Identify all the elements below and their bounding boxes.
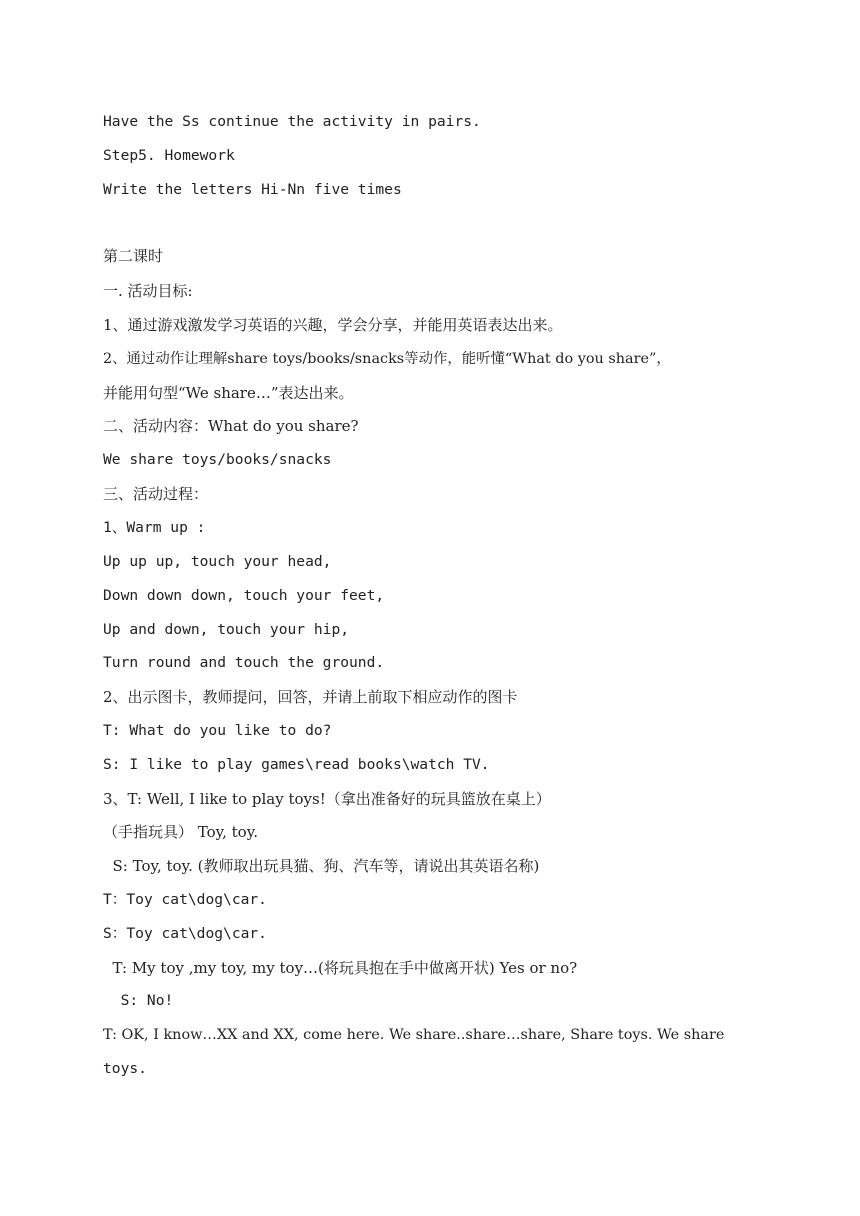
- warm-up-heading: 1、Warm up :: [103, 519, 206, 536]
- chant-line-two: Down down down, touch your feet,: [103, 587, 385, 604]
- lesson-two-heading: 第二课时: [103, 247, 164, 265]
- teacher-question-line: T: What do you like to do?: [103, 722, 332, 739]
- point-to-toys-line: （手指玩具） Toy, toy.: [103, 823, 258, 841]
- activity-content-line: We share toys/books/snacks: [103, 451, 332, 468]
- objective-two-continuation: 并能用句型“We share…”表达出来。: [103, 384, 354, 402]
- text-line-homework-task: Write the letters Hi-Nn five times: [103, 181, 402, 198]
- teacher-toy-names-line: T：Toy cat\dog\car.: [103, 891, 267, 908]
- teacher-share-line: T: OK, I know…XX and XX, come here. We share..share…share, Share toys. We share: [103, 1027, 725, 1043]
- step-three-line: 3、T: Well, I like to play toys!（拿出准备好的玩具篮放在桌上）: [103, 790, 551, 808]
- objective-two-line: 2、通过动作让理解share toys/books/snacks等动作，能听懂“What do you share”，: [103, 351, 671, 367]
- student-answer-line: S: I like to play games\read books\watch TV.: [103, 756, 490, 773]
- text-line-step5-heading: Step5. Homework: [103, 147, 235, 164]
- chant-line-one: Up up up, touch your head,: [103, 553, 332, 570]
- step-two-line: 2、出示图卡，教师提问，回答，并请上前取下相应动作的图卡: [103, 688, 518, 706]
- section-two-heading: 二、活动内容：What do you share?: [103, 417, 359, 435]
- teacher-share-line-continuation: toys.: [103, 1060, 147, 1077]
- section-one-heading: 一. 活动目标:: [103, 282, 193, 300]
- teacher-my-toy-line: T: My toy ,my toy, my toy…(将玩具抱在手中做离开状) Yes or no?: [103, 959, 578, 977]
- chant-line-three: Up and down, touch your hip,: [103, 621, 350, 638]
- objective-one-line: 1、通过游戏激发学习英语的兴趣，学会分享，并能用英语表达出来。: [103, 316, 563, 334]
- student-toy-line: S: Toy, toy. (教师取出玩具猫、狗、汽车等，请说出其英语名称): [103, 857, 540, 875]
- section-three-heading: 三、活动过程：: [103, 485, 209, 503]
- chant-line-four: Turn round and touch the ground.: [103, 654, 385, 671]
- student-toy-names-line: S：Toy cat\dog\car.: [103, 925, 267, 942]
- student-no-line: S: No!: [103, 992, 174, 1009]
- text-line-continue-activity: Have the Ss continue the activity in pairs.: [103, 113, 481, 130]
